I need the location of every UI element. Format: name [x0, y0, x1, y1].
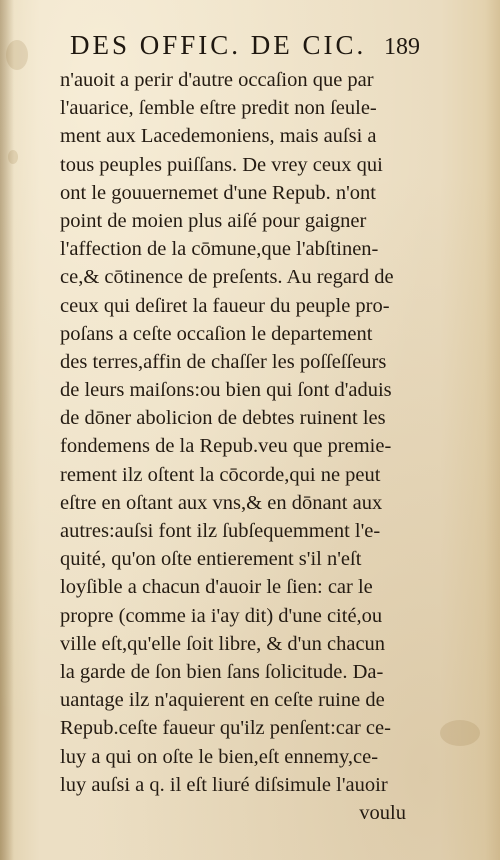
paper-stain: [440, 720, 480, 746]
text-line: propre (comme ia i'ay dit) d'une cité,ou: [60, 604, 383, 627]
text-line: de leurs maiſons:ou bien qui ſont d'aduis: [60, 379, 392, 402]
text-line: n'auoit a perir d'autre occaſion que par: [60, 69, 374, 91]
text-line: ville eſt,qu'elle ſoit libre, & d'un chacun: [60, 632, 386, 655]
text-line: des terres,affin de chaſſer les poſſeſſeurs: [60, 350, 387, 373]
body-text: [60, 66, 408, 827]
text-line: fondemens de la Repub.veu que premie-: [60, 435, 392, 458]
text-line: de dōner abolicion de debtes ruinent les: [60, 407, 386, 430]
text-line: point de moien plus aiſé pour gaigner: [60, 209, 367, 232]
text-line: ont le gouuernemet d'une Repub. n'ont: [60, 181, 376, 204]
text-line: l'affection de la cōmune,que l'abſtinen-: [60, 238, 379, 261]
running-head: DES OFFIC. DE CIC.: [70, 30, 367, 60]
text-line: Repub.ceſte faueur qu'ilz penſent:car ce-: [60, 717, 391, 740]
catchword: voulu: [359, 801, 406, 824]
page-number: 189: [384, 34, 420, 60]
text-line: ment aux Lacedemoniens, mais auſsi a: [60, 125, 377, 148]
text-line: loyſible a chacun d'auoir le ſien: car le: [60, 576, 373, 599]
text-line: ceux qui deſiret la faueur du peuple pro-: [60, 294, 390, 317]
text-line: eſtre en oſtant aux vns,& en dōnant aux: [60, 491, 383, 514]
text-line: uantage ilz n'aquierent en ceſte ruine de: [60, 689, 385, 712]
text-line: tous peuples puiſſans. De vrey ceux qui: [60, 153, 383, 176]
text-line: quité, qu'on oſte entierement s'il n'eſt: [60, 548, 362, 571]
text-line: rement ilz oſtent la cōcorde,qui ne peut: [60, 463, 381, 486]
text-line: la garde de ſon bien ſans ſolicitude. Da-: [60, 660, 384, 683]
text-line: autres:auſsi font ilz ſubſequemment l'e-: [60, 520, 381, 542]
text-line: ce,& cōtinence de preſents. Au regard de: [60, 266, 394, 289]
binding-gutter-shadow: [0, 0, 14, 860]
paper-stain: [6, 40, 28, 70]
text-line: l'auarice, ſemble eſtre predit non ſeule-: [60, 97, 377, 120]
paper-stain: [8, 150, 18, 164]
text-line: poſans a ceſte occaſion le departement: [60, 322, 373, 345]
text-line: luy a qui on oſte le bien,eſt ennemy,ce-: [60, 745, 379, 768]
text-line: luy auſsi a q. il eſt liuré diſsimule l'auoir: [60, 773, 388, 796]
